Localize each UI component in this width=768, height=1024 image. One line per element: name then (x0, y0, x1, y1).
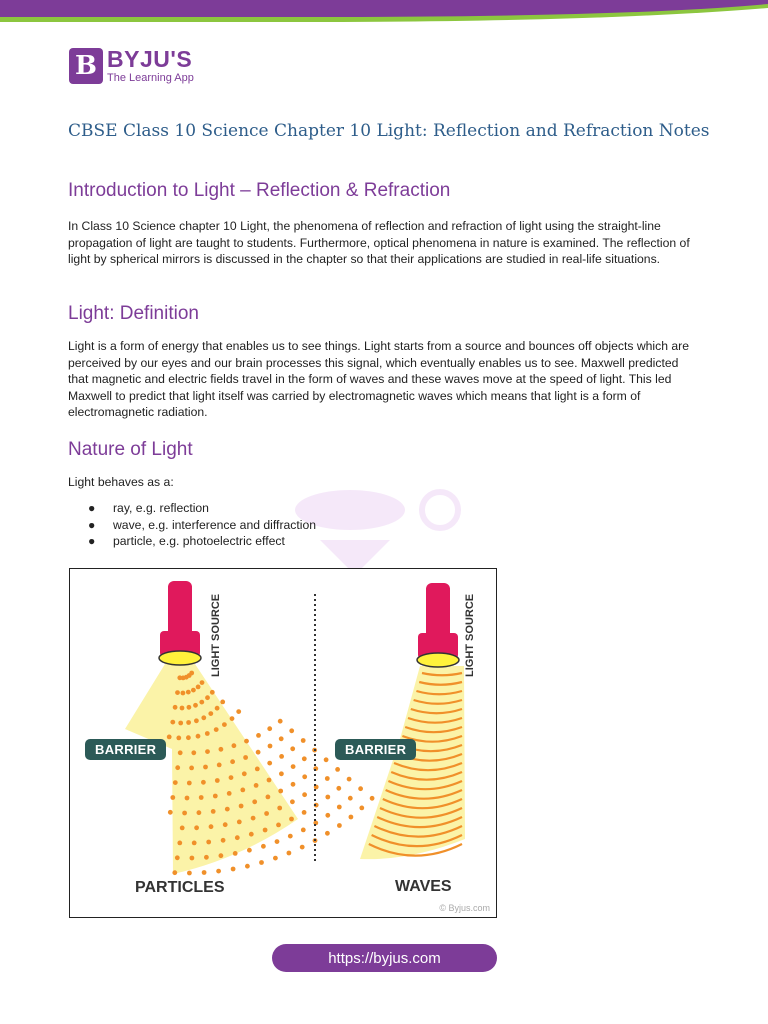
particle-dot (208, 711, 213, 716)
particle-dot (240, 788, 245, 793)
particle-dot (325, 776, 330, 781)
particle-dot (170, 795, 175, 800)
particle-dot (255, 767, 260, 772)
right-flashlight (417, 583, 459, 667)
particle-dot (215, 706, 220, 711)
particle-dot (186, 690, 191, 695)
particle-dot (213, 794, 218, 799)
particle-dot (180, 706, 185, 711)
particle-dot (191, 688, 196, 693)
particle-dot (193, 703, 198, 708)
particle-dot (249, 832, 254, 837)
particle-dot (278, 789, 283, 794)
particle-dot (288, 834, 293, 839)
particle-dot (205, 731, 210, 736)
particle-dot (186, 735, 191, 740)
particle-dot (175, 855, 180, 860)
particle-dot (181, 691, 186, 696)
particle-dot (251, 816, 256, 821)
section-text-introduction: In Class 10 Science chapter 10 Light, the phenomena of reflection and refraction of light using the straight-line propagation of light are taught to students. Furthermore, optical phenomena in nature is examined. The reflection of light by spherical mirrors is discussed in the chapter so that their applications are studied in real-life situations. (68, 219, 690, 266)
particle-dot (186, 720, 191, 725)
particle-dot (229, 775, 234, 780)
section-intro-nature: Light behaves as a: (68, 475, 174, 489)
particle-dot (256, 750, 261, 755)
particle-dot (358, 786, 363, 791)
barrier-label-left: BARRIER (85, 739, 166, 760)
particle-dot (277, 806, 282, 811)
particle-dot (192, 841, 197, 846)
particle-dot (348, 796, 353, 801)
particle-dot (214, 727, 219, 732)
particle-dot (206, 840, 211, 845)
particle-dot (273, 856, 278, 861)
particle-dot (349, 815, 354, 820)
particle-dot (335, 767, 340, 772)
list-item: ● ray, e.g. reflection (88, 501, 209, 515)
particle-dot (221, 838, 226, 843)
particle-dot (254, 783, 259, 788)
particle-dot (168, 810, 173, 815)
particle-dot (199, 795, 204, 800)
particle-dot (205, 749, 210, 754)
particle-dot (359, 806, 364, 811)
particle-dot (203, 765, 208, 770)
top-decorative-band (0, 0, 768, 30)
document-title: CBSE Class 10 Science Chapter 10 Light: Reflection and Refraction Notes (68, 121, 710, 141)
particle-dot (170, 720, 175, 725)
particle-dot (243, 755, 248, 760)
particle-dot (187, 871, 192, 876)
particle-dot (325, 813, 330, 818)
logo-brand-name: BYJU'S (107, 46, 193, 72)
particle-dot (325, 831, 330, 836)
particle-dot (301, 738, 306, 743)
particle-dot (252, 799, 257, 804)
particle-dot (230, 759, 235, 764)
particle-dot (199, 700, 204, 705)
particle-dot (337, 805, 342, 810)
particle-dot (201, 780, 206, 785)
particle-dot (245, 864, 250, 869)
particle-dot (301, 828, 306, 833)
particle-dot (210, 690, 215, 695)
left-flashlight (159, 581, 201, 665)
particle-dot (189, 766, 194, 771)
particle-dot (216, 869, 221, 874)
particle-dot (219, 747, 224, 752)
particle-dot (182, 811, 187, 816)
particle-dot (194, 825, 199, 830)
particle-dot (237, 820, 242, 825)
particle-dot (263, 828, 268, 833)
particle-dot (209, 824, 214, 829)
particle-dot (200, 680, 205, 685)
particle-beam (125, 664, 298, 874)
nature-bullet-list (88, 500, 316, 550)
particle-dot (276, 823, 281, 828)
particle-dot (279, 736, 284, 741)
particle-dot (178, 721, 183, 726)
particle-dot (279, 754, 284, 759)
logo-tagline: The Learning App (107, 72, 194, 84)
particle-dot (173, 705, 178, 710)
particle-dot (291, 764, 296, 769)
particle-dot (211, 809, 216, 814)
particle-dot (324, 757, 329, 762)
particle-dot (267, 761, 272, 766)
particle-dot (302, 756, 307, 761)
section-heading-nature: Nature of Light (68, 439, 193, 460)
particle-dot (217, 763, 222, 768)
particle-dot (261, 844, 266, 849)
particle-dot (336, 786, 341, 791)
particle-dot (194, 718, 199, 723)
particle-dot (227, 791, 232, 796)
light-nature-illustration (69, 568, 497, 918)
particle-dot (223, 822, 228, 827)
particle-dot (205, 695, 210, 700)
waves-caption: WAVES (395, 878, 452, 895)
particle-dot (268, 744, 273, 749)
particle-dot (175, 690, 180, 695)
particle-dot (239, 804, 244, 809)
particle-dot (230, 716, 235, 721)
particle-dot (231, 867, 236, 872)
list-item: ● particle, e.g. photoelectric effect (88, 534, 285, 549)
particle-dot (190, 856, 195, 861)
particle-dot (178, 750, 183, 755)
particle-dot (302, 792, 307, 797)
particle-dot (219, 853, 224, 858)
section-heading-definition: Light: Definition (68, 303, 199, 324)
particle-dot (370, 796, 375, 801)
particle-dot (167, 735, 172, 740)
light-source-label-left: LIGHT SOURCE (210, 593, 222, 677)
particle-dot (235, 835, 240, 840)
particle-dot (289, 817, 294, 822)
particle-dot (290, 746, 295, 751)
particle-dot (172, 870, 177, 875)
particle-dot (204, 855, 209, 860)
particle-dot (325, 795, 330, 800)
particle-dot (289, 728, 294, 733)
particle-dot (180, 826, 185, 831)
particle-dot (244, 739, 249, 744)
particle-dot (256, 733, 261, 738)
particle-dot (290, 799, 295, 804)
particle-dot (196, 734, 201, 739)
particle-dot (278, 719, 283, 724)
particle-dot (247, 848, 252, 853)
particle-dot (302, 774, 307, 779)
particle-dot (201, 715, 206, 720)
particle-dot (225, 807, 230, 812)
particle-dot (347, 777, 352, 782)
particle-dot (187, 705, 192, 710)
byjus-logo (69, 48, 194, 84)
particle-dot (259, 860, 264, 865)
particle-dot (187, 781, 192, 786)
particle-dot (197, 810, 202, 815)
particle-dot (175, 765, 180, 770)
particle-dot (196, 685, 201, 690)
particle-dot (222, 722, 227, 727)
particles-caption: PARTICLES (135, 879, 225, 896)
particle-dot (242, 771, 247, 776)
particle-dot (279, 771, 284, 776)
particle-dot (291, 782, 296, 787)
particle-dot (215, 778, 220, 783)
particle-dot (275, 839, 280, 844)
particle-dot (191, 750, 196, 755)
footer-url-link[interactable]: https://byjus.com (272, 944, 497, 972)
particle-dot (287, 851, 292, 856)
particle-dot (233, 851, 238, 856)
particle-dot (302, 810, 307, 815)
particle-dot (220, 700, 225, 705)
section-heading-introduction: Introduction to Light – Reflection & Refraction (68, 180, 451, 201)
barrier-label-right: BARRIER (335, 739, 416, 760)
particle-dot (177, 841, 182, 846)
particle-dot (300, 845, 305, 850)
particle-dot (266, 795, 271, 800)
logo-mark: B (69, 48, 103, 84)
particle-dot (264, 811, 269, 816)
particle-dot (232, 743, 237, 748)
section-text-definition: Light is a form of energy that enables us to see things. Light starts from a source and bounces off objects which are perceived by our eyes and our brain processes this signal, which eventually enables us to see. Maxwell predicted that magnetic and electric fields travel in the form of waves and these waves move at the speed of light. This led Maxwell to predict that light itself was carried by electromagnetic waves which means that light is a form of electromagnetic radiation. (68, 339, 690, 419)
particle-dot (337, 823, 342, 828)
particle-dot (185, 796, 190, 801)
particle-dot (267, 778, 272, 783)
particle-dot (189, 671, 194, 676)
particle-dot (176, 736, 181, 741)
particle-dot (173, 780, 178, 785)
light-source-label-right: LIGHT SOURCE (464, 593, 476, 677)
particle-dot (202, 870, 207, 875)
list-item: ● wave, e.g. interference and diffraction (88, 517, 317, 532)
particle-dot (267, 726, 272, 731)
image-credit: © Byjus.com (439, 903, 490, 913)
particle-dot (236, 709, 241, 714)
